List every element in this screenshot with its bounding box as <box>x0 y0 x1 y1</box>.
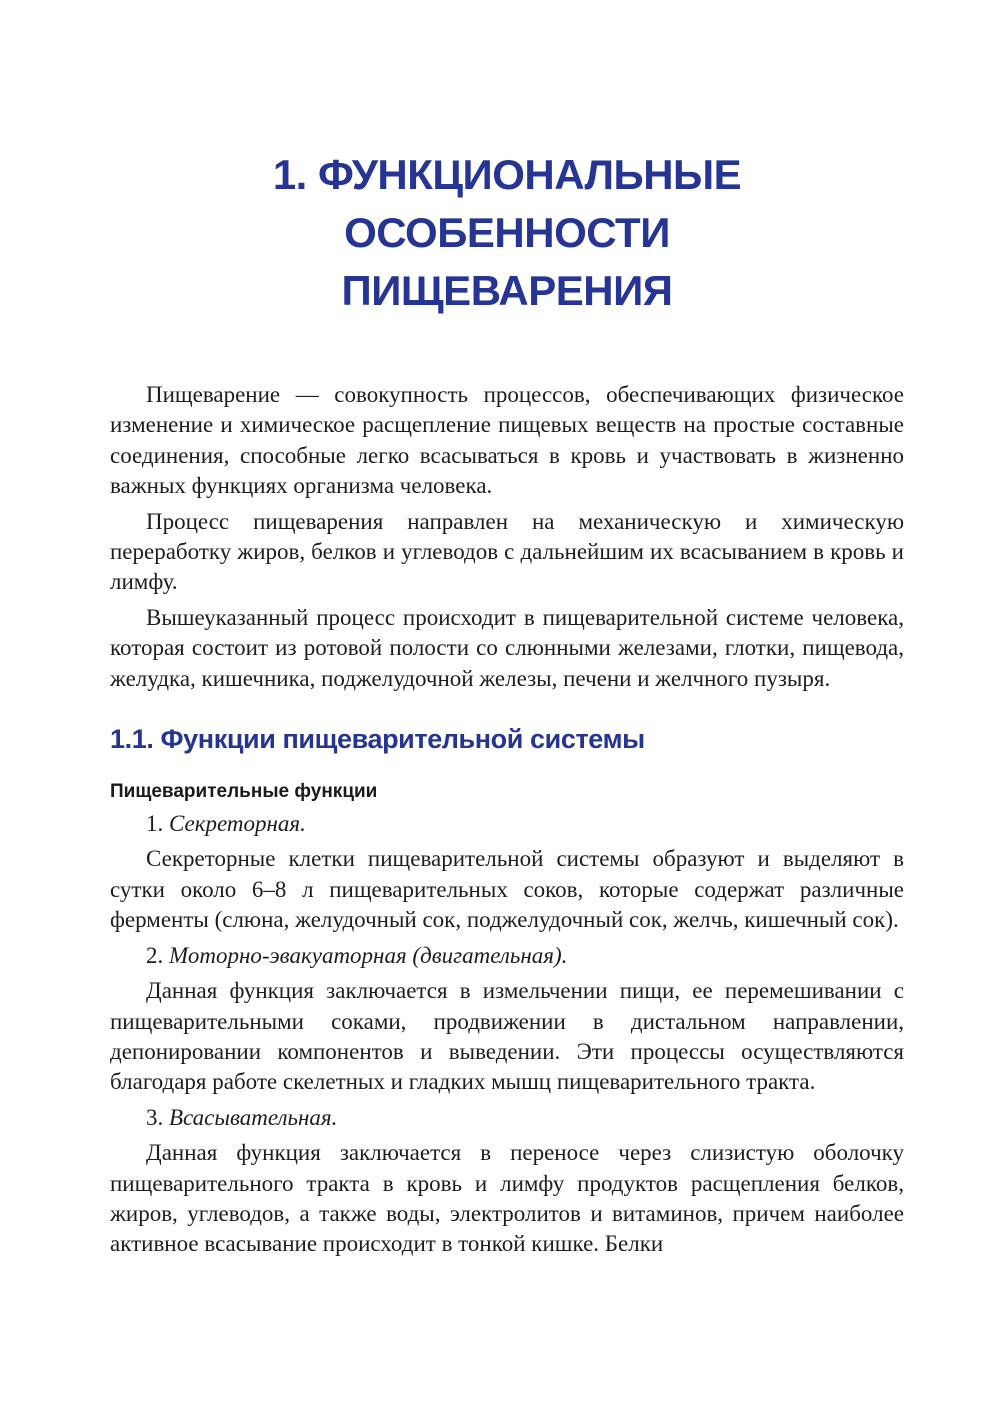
function-item-name: Всасывательная. <box>169 1104 338 1130</box>
function-item-text: Данная функция заключается в измельчении пищи, ее перемешивании с пищеварительными соками, продвижении в дистальном направлении, депонировании компонентов и выведении. Эти процессы осуществляются благодаря работе скелетных и гладких мышц пищеварительного тракта. <box>110 978 904 1095</box>
intro-paragraph-3: Вышеуказанный процесс происходит в пищеварительной системе человека, которая состоит из ротовой полости со слюнными железами, глотки, пищевода, желудка, кишечника, поджелудочной железы, печени и желчного пузыря. <box>110 604 904 691</box>
function-item-name: Секреторная. <box>169 811 306 837</box>
function-item-number: 3. <box>146 1104 164 1130</box>
intro-paragraph-1: Пищеварение — совокупность процессов, обеспечивающих физическое изменение и химическое расщепление пищевых веществ на простые составные соединения, способные легко всасываться в кровь и участвовать в жизненно важных функциях организма человека. <box>110 382 904 499</box>
function-item-number: 2. <box>146 942 164 968</box>
section-heading: 1.1. Функции пищеварительной системы <box>110 724 645 755</box>
document-page <box>110 0 904 1420</box>
chapter-title <box>110 146 904 320</box>
function-item-name: Моторно-эвакуаторная (двигательная). <box>169 942 568 968</box>
function-item-number: 1. <box>146 811 164 837</box>
function-item-title <box>110 1103 904 1133</box>
function-item-title <box>110 941 904 971</box>
function-item-text: Секреторные клетки пищеварительной системы образуют и выделяют в сутки около 6–8 л пищеварительных соков, которые содержат различные ферменты (слюна, желудочный сок, поджелудочный сок, желчь, кишечный сок). <box>110 846 904 933</box>
function-item-text: Данная функция заключается в переносе через слизистую оболочку пищеварительного тракта в кровь и лимфу продуктов расщепления белков, жиров, углеводов, а также воды, электролитов и витаминов, причем наиболее активное всасывание происходит в тонкой кишке. Белки <box>110 1140 904 1257</box>
function-item-title <box>110 809 904 839</box>
chapter-title-line-1: 1. ФУНКЦИОНАЛЬНЫЕ ОСОБЕННОСТИ <box>272 151 742 256</box>
document-body <box>110 380 904 1265</box>
chapter-title-line-2: ПИЩЕВАРЕНИЯ <box>341 267 673 314</box>
subsection-heading: Пищеварительные функции <box>110 781 378 803</box>
intro-paragraph-2: Процесс пищеварения направлен на механическую и химическую переработку жиров, белков и углеводов с дальнейшим их всасыванием в кровь и лимфу. <box>110 508 904 595</box>
